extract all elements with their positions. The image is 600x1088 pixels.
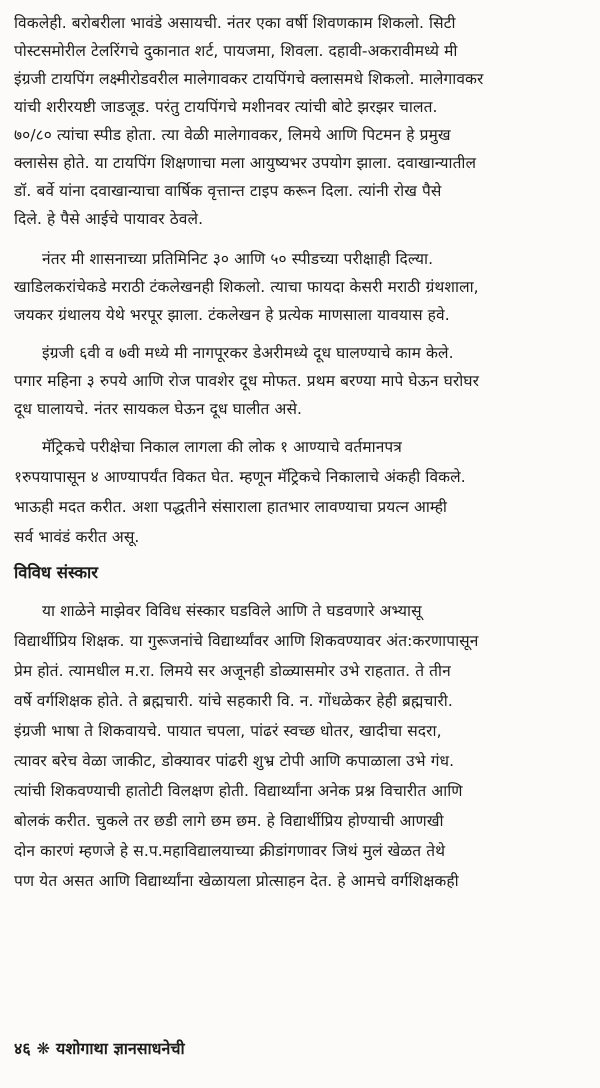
text-line: मॅट्रिकचे परीक्षेचा निकाल लागला की लोक १ आण्याचे वर्तमानपत्र bbox=[42, 438, 402, 456]
section-heading: विविध संस्कार bbox=[14, 563, 99, 582]
text-line: इंग्रजी ६वी व ७वी मध्ये मी नागपूरकर डेअरीमध्ये दूध घालण्याचे काम केले. bbox=[42, 344, 454, 362]
text-line: विद्यार्थीप्रिय शिक्षक. या गुरूजनांचे विद्यार्थ्यांवर आणि शिकवण्यावर अंत:करणापासून bbox=[14, 632, 479, 650]
text-line: १रुपयापासून ४ आण्यापर्यंत विकत घेत. म्हणून मॅट्रिकचे निकालाचे अंकही विकले. bbox=[14, 468, 466, 486]
book-title: यशोगाथा ज्ञानसाधनेची bbox=[56, 1039, 185, 1058]
book-page bbox=[14, 8, 586, 1080]
text-line: या शाळेने माझेवर विविध संस्कार घडविले आणि ते घडवणारे अभ्यासू bbox=[42, 602, 422, 620]
text-line: सर्व भावंडं करीत असू. bbox=[14, 528, 140, 546]
text-line: खाडिलकरांचेकडे मराठी टंकलेखनही शिकलो. त्याचा फायदा केसरी मराठी ग्रंथशाला, bbox=[14, 278, 479, 296]
text-line: दोन कारणं म्हणजे हे स.प.महाविद्यालयाच्या क्रीडांगणावर जिथं मुलं खेळत तेथे bbox=[14, 842, 446, 860]
text-line: विकलेही. बरोबरीला भावंडे असायची. नंतर एका वर्षी शिवणकाम शिकलो. सिटी bbox=[14, 14, 456, 32]
text-line: त्यावर बरेच वेळा जाकीट, डोक्यावर पांढरी शुभ्र टोपी आणि कपाळाला उभे गंध. bbox=[14, 752, 455, 770]
text-line: दिले. हे पैसे आईचे पायावर ठेवले. bbox=[14, 210, 204, 228]
text-line: प्रेम होतं. त्यामधील म.रा. लिमये सर अजूनही डोळ्यासमोर उभे राहतात. ते तीन bbox=[14, 662, 451, 680]
text-line: भाऊही मदत करीत. अशा पद्धतीने संसाराला हातभार लावण्याचा प्रयत्न आम्ही bbox=[14, 498, 448, 516]
text-line: पगार महिना ३ रुपये आणि रोज पावशेर दूध मोफत. प्रथम बरण्या मापे घेऊन घरोघर bbox=[14, 372, 480, 390]
text-line: क्लासेस होते. या टायपिंग शिक्षणाचा मला आयुष्यभर उपयोग झाला. दवाखान्यातील bbox=[14, 154, 477, 172]
text-line: यांची शरीरयष्टी जाडजूड. परंतु टायपिंगचे मशीनवर त्यांची बोटे झरझर चालत. bbox=[14, 98, 438, 116]
text-line: इंग्रजी भाषा ते शिकवायचे. पायात चपला, पांढरं स्वच्छ धोतर, खादीचा सदरा, bbox=[14, 722, 442, 740]
text-line: बोलकं करीत. चुकले तर छडी लागे छम छम. हे विद्यार्थीप्रिय होण्याची आणखी bbox=[14, 812, 444, 830]
text-line: पण येत असत आणि विद्यार्थ्यांना खेळायला प्रोत्साहन देत. हे आमचे वर्गशिक्षकही bbox=[14, 872, 459, 890]
text-line: ७०/८० त्यांचा स्पीड होता. त्या वेळी मालेगावकर, लिमये आणि पिटमन हे प्रमुख bbox=[14, 126, 451, 144]
text-line: वर्षे वर्गशिक्षक होते. ते ब्रह्मचारी. यांचे सहकारी वि. न. गोंधळेकर हेही ब्रह्मचारी. bbox=[14, 692, 453, 710]
page-footer bbox=[14, 1038, 185, 1060]
text-line: दूध घालायचे. नंतर सायकल घेऊन दूध घालीत असे. bbox=[14, 400, 303, 418]
page-number: ४६ bbox=[14, 1039, 31, 1058]
text-line: त्यांची शिकवण्याची हातोटी विलक्षण होती. विद्यार्थ्यांना अनेक प्रश्न विचारीत आणि bbox=[14, 782, 463, 800]
text-line: इंग्रजी टायपिंग लक्ष्मीरोडवरील मालेगावकर टायपिंगचे क्लासमधे शिकलो. मालेगावकर bbox=[14, 70, 484, 88]
text-line: जयकर ग्रंथालय येथे भरपूर झाला. टंकलेखन हे प्रत्येक माणसाला यावयास हवे. bbox=[14, 306, 450, 324]
ornament-icon: ❋ bbox=[36, 1039, 51, 1058]
text-line: नंतर मी शासनाच्या प्रतिमिनिट ३० आणि ५० स्पीडच्या परीक्षाही दिल्या. bbox=[42, 250, 434, 268]
text-line: पोस्टसमोरील टेलरिंगचे दुकानात शर्ट, पायजमा, शिवला. दहावी-अकरावीमध्ये मी bbox=[14, 42, 458, 60]
text-line: डॉ. बर्वे यांना दवाखान्याचा वार्षिक वृत्तान्त टाइप करून दिला. त्यांनी रोख पैसे bbox=[14, 182, 442, 200]
